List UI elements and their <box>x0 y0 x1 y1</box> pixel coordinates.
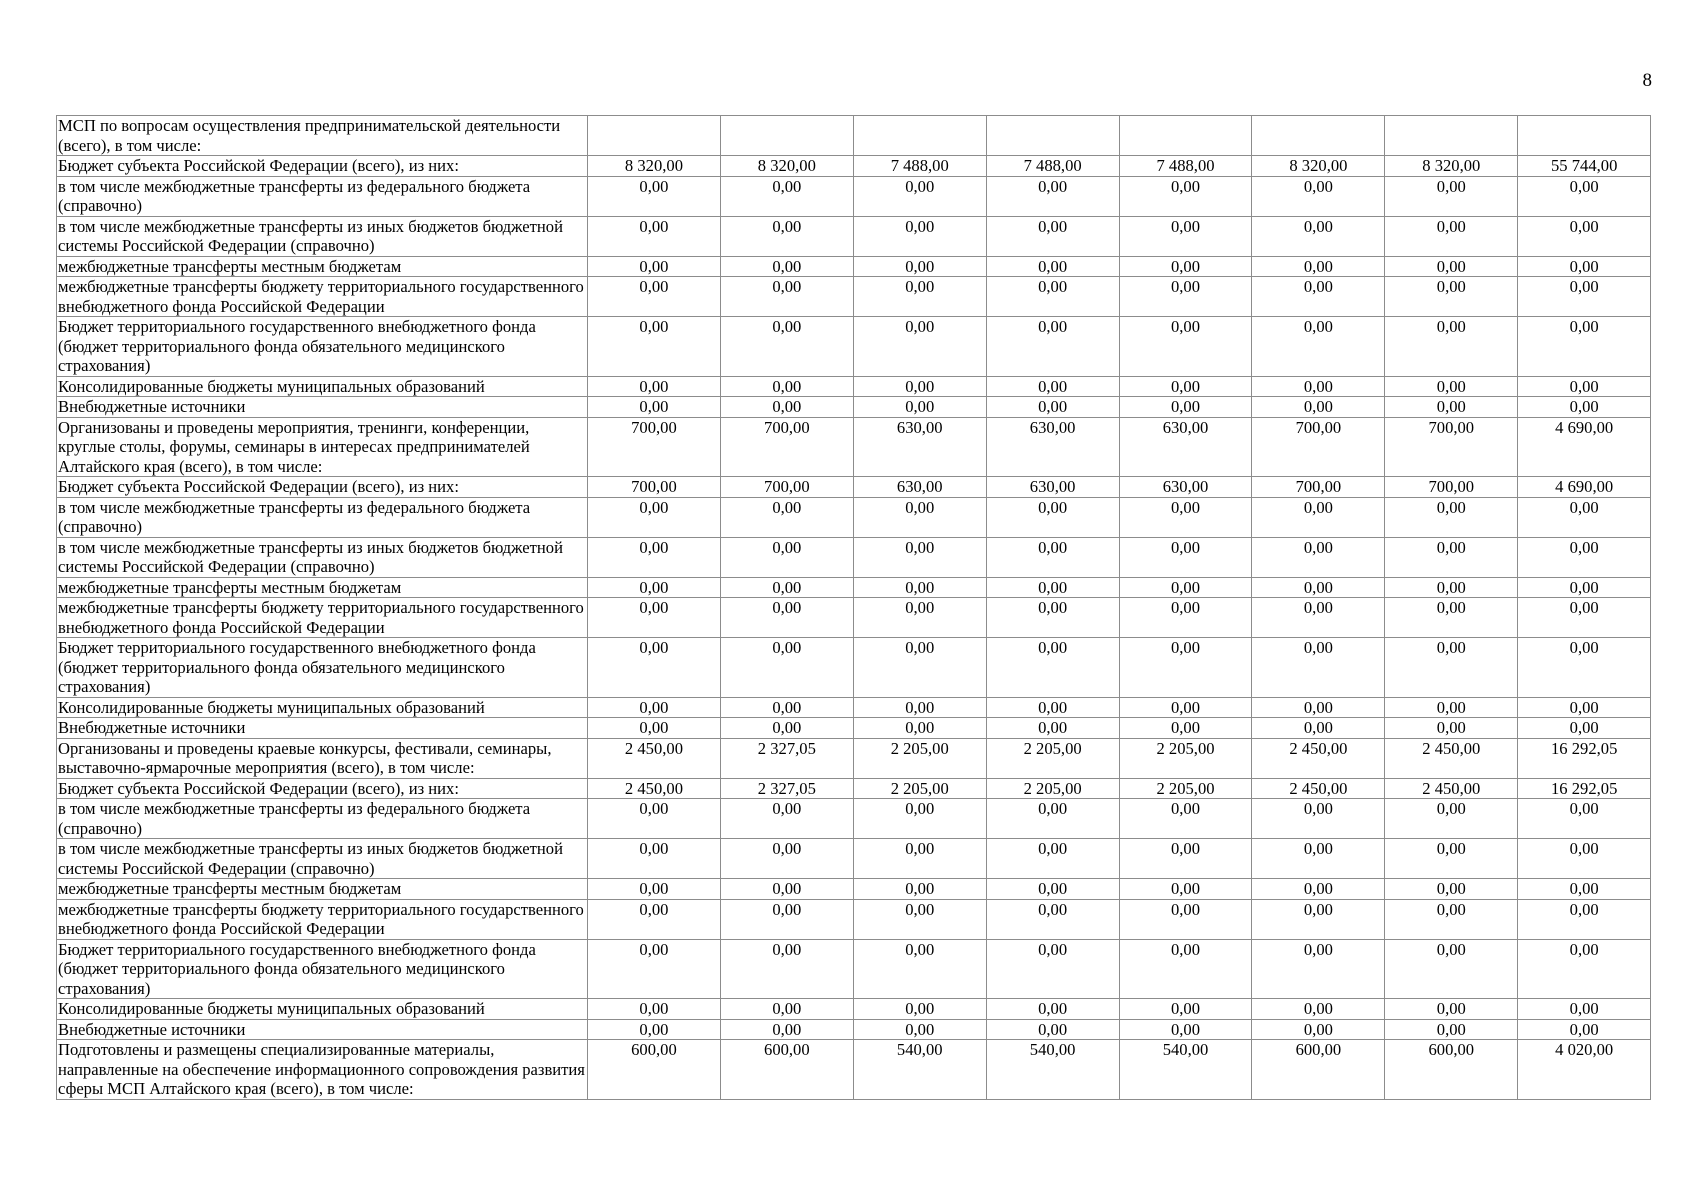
value-cell: 0,00 <box>1518 397 1651 418</box>
value-cell: 0,00 <box>1385 638 1518 698</box>
value-cell: 700,00 <box>720 417 853 477</box>
table-row <box>57 256 1651 277</box>
value-cell: 0,00 <box>1252 256 1385 277</box>
value-cell: 0,00 <box>1518 638 1651 698</box>
value-cell: 0,00 <box>986 277 1119 317</box>
budget-table-body <box>57 116 1651 1100</box>
value-cell: 0,00 <box>1252 277 1385 317</box>
value-cell: 4 690,00 <box>1518 477 1651 498</box>
value-cell: 0,00 <box>588 899 721 939</box>
value-cell: 0,00 <box>1385 799 1518 839</box>
value-cell: 0,00 <box>588 638 721 698</box>
value-cell: 0,00 <box>986 697 1119 718</box>
value-cell: 8 320,00 <box>1385 156 1518 177</box>
value-cell: 540,00 <box>986 1040 1119 1100</box>
value-cell: 700,00 <box>720 477 853 498</box>
value-cell: 0,00 <box>1518 718 1651 739</box>
value-cell: 0,00 <box>986 999 1119 1020</box>
value-cell: 0,00 <box>588 999 721 1020</box>
value-cell: 600,00 <box>1252 1040 1385 1100</box>
value-cell: 2 205,00 <box>853 778 986 799</box>
table-row <box>57 839 1651 879</box>
value-cell: 0,00 <box>986 839 1119 879</box>
value-cell <box>1252 116 1385 156</box>
value-cell: 0,00 <box>853 638 986 698</box>
value-cell: 0,00 <box>720 216 853 256</box>
value-cell: 0,00 <box>853 899 986 939</box>
value-cell: 0,00 <box>1119 376 1252 397</box>
row-label: Бюджет субъекта Российской Федерации (всего), из них: <box>57 477 588 498</box>
value-cell <box>1385 116 1518 156</box>
table-row <box>57 799 1651 839</box>
value-cell: 540,00 <box>1119 1040 1252 1100</box>
value-cell: 0,00 <box>853 216 986 256</box>
row-label: Бюджет субъекта Российской Федерации (всего), из них: <box>57 778 588 799</box>
value-cell: 600,00 <box>1385 1040 1518 1100</box>
value-cell: 0,00 <box>1252 899 1385 939</box>
value-cell: 600,00 <box>588 1040 721 1100</box>
value-cell: 0,00 <box>986 899 1119 939</box>
value-cell: 0,00 <box>1385 256 1518 277</box>
value-cell: 0,00 <box>1252 376 1385 397</box>
value-cell: 8 320,00 <box>720 156 853 177</box>
value-cell: 0,00 <box>1119 537 1252 577</box>
value-cell: 0,00 <box>1518 277 1651 317</box>
value-cell: 700,00 <box>1385 477 1518 498</box>
row-label: в том числе межбюджетные трансферты из федерального бюджета (справочно) <box>57 176 588 216</box>
table-row <box>57 577 1651 598</box>
value-cell: 0,00 <box>986 718 1119 739</box>
value-cell: 0,00 <box>1518 256 1651 277</box>
value-cell: 600,00 <box>720 1040 853 1100</box>
value-cell: 0,00 <box>1119 397 1252 418</box>
table-row <box>57 778 1651 799</box>
value-cell: 0,00 <box>1518 939 1651 999</box>
value-cell: 0,00 <box>853 497 986 537</box>
value-cell: 0,00 <box>1518 598 1651 638</box>
value-cell: 0,00 <box>588 799 721 839</box>
value-cell: 0,00 <box>853 839 986 879</box>
table-row <box>57 216 1651 256</box>
value-cell <box>720 116 853 156</box>
value-cell: 0,00 <box>1119 718 1252 739</box>
value-cell: 0,00 <box>986 598 1119 638</box>
value-cell: 0,00 <box>588 839 721 879</box>
value-cell: 0,00 <box>1119 879 1252 900</box>
table-row <box>57 277 1651 317</box>
value-cell: 2 450,00 <box>1252 738 1385 778</box>
value-cell: 0,00 <box>1385 176 1518 216</box>
value-cell: 0,00 <box>1119 999 1252 1020</box>
value-cell: 2 450,00 <box>1252 778 1385 799</box>
table-row <box>57 638 1651 698</box>
value-cell: 0,00 <box>853 277 986 317</box>
value-cell: 0,00 <box>720 497 853 537</box>
value-cell: 0,00 <box>1119 1019 1252 1040</box>
value-cell: 0,00 <box>1385 879 1518 900</box>
value-cell: 0,00 <box>588 939 721 999</box>
value-cell: 0,00 <box>1385 497 1518 537</box>
value-cell: 0,00 <box>1385 999 1518 1020</box>
table-row <box>57 477 1651 498</box>
row-label: Организованы и проведены мероприятия, тренинги, конференции, круглые столы, форумы, семинары в интересах предпринимателей Алтайского края (всего), в том числе: <box>57 417 588 477</box>
value-cell: 2 205,00 <box>1119 778 1252 799</box>
value-cell: 0,00 <box>1252 697 1385 718</box>
value-cell: 0,00 <box>986 879 1119 900</box>
value-cell: 0,00 <box>986 256 1119 277</box>
table-row <box>57 317 1651 377</box>
value-cell <box>588 116 721 156</box>
value-cell: 0,00 <box>1518 216 1651 256</box>
value-cell: 0,00 <box>720 598 853 638</box>
value-cell: 0,00 <box>1518 1019 1651 1040</box>
value-cell: 0,00 <box>720 176 853 216</box>
value-cell: 0,00 <box>588 277 721 317</box>
row-label: в том числе межбюджетные трансферты из иных бюджетов бюджетной системы Российской Федерации (справочно) <box>57 216 588 256</box>
value-cell: 0,00 <box>986 176 1119 216</box>
table-row <box>57 718 1651 739</box>
value-cell: 0,00 <box>853 176 986 216</box>
value-cell: 0,00 <box>986 397 1119 418</box>
value-cell: 2 205,00 <box>986 778 1119 799</box>
value-cell: 2 450,00 <box>1385 778 1518 799</box>
value-cell: 0,00 <box>986 638 1119 698</box>
value-cell: 0,00 <box>720 577 853 598</box>
table-row <box>57 537 1651 577</box>
value-cell: 0,00 <box>720 638 853 698</box>
value-cell: 700,00 <box>588 417 721 477</box>
value-cell: 0,00 <box>720 799 853 839</box>
value-cell: 0,00 <box>588 577 721 598</box>
value-cell: 0,00 <box>986 1019 1119 1040</box>
value-cell: 0,00 <box>1518 697 1651 718</box>
row-label: Консолидированные бюджеты муниципальных образований <box>57 697 588 718</box>
value-cell: 630,00 <box>1119 417 1252 477</box>
value-cell: 8 320,00 <box>588 156 721 177</box>
row-label: межбюджетные трансферты бюджету территориального государственного внебюджетного фонда Российской Федерации <box>57 277 588 317</box>
value-cell: 0,00 <box>986 216 1119 256</box>
value-cell: 0,00 <box>720 397 853 418</box>
value-cell: 700,00 <box>1252 417 1385 477</box>
value-cell: 0,00 <box>853 376 986 397</box>
row-label: в том числе межбюджетные трансферты из иных бюджетов бюджетной системы Российской Федерации (справочно) <box>57 839 588 879</box>
value-cell: 0,00 <box>1385 537 1518 577</box>
row-label: в том числе межбюджетные трансферты из федерального бюджета (справочно) <box>57 799 588 839</box>
value-cell: 0,00 <box>986 537 1119 577</box>
row-label: Организованы и проведены краевые конкурсы, фестивали, семинары, выставочно-ярмарочные мероприятия (всего), в том числе: <box>57 738 588 778</box>
value-cell: 0,00 <box>720 256 853 277</box>
value-cell: 0,00 <box>853 317 986 377</box>
row-label: Консолидированные бюджеты муниципальных образований <box>57 376 588 397</box>
row-label: межбюджетные трансферты бюджету территориального государственного внебюджетного фонда Российской Федерации <box>57 598 588 638</box>
table-row <box>57 738 1651 778</box>
value-cell: 0,00 <box>1119 697 1252 718</box>
value-cell: 0,00 <box>853 879 986 900</box>
table-row <box>57 1019 1651 1040</box>
value-cell: 8 320,00 <box>1252 156 1385 177</box>
value-cell: 0,00 <box>588 1019 721 1040</box>
value-cell: 0,00 <box>1518 317 1651 377</box>
row-label: Внебюджетные источники <box>57 718 588 739</box>
value-cell: 0,00 <box>1252 638 1385 698</box>
value-cell: 0,00 <box>1518 879 1651 900</box>
value-cell: 0,00 <box>720 718 853 739</box>
value-cell: 0,00 <box>1518 537 1651 577</box>
value-cell: 0,00 <box>588 718 721 739</box>
value-cell: 0,00 <box>1518 799 1651 839</box>
value-cell: 0,00 <box>1119 598 1252 638</box>
value-cell: 0,00 <box>1385 1019 1518 1040</box>
value-cell: 630,00 <box>1119 477 1252 498</box>
value-cell: 7 488,00 <box>853 156 986 177</box>
value-cell: 0,00 <box>588 497 721 537</box>
row-label: в том числе межбюджетные трансферты из иных бюджетов бюджетной системы Российской Федерации (справочно) <box>57 537 588 577</box>
value-cell: 2 450,00 <box>588 778 721 799</box>
value-cell: 0,00 <box>853 697 986 718</box>
value-cell: 0,00 <box>588 376 721 397</box>
value-cell: 0,00 <box>1252 537 1385 577</box>
value-cell: 0,00 <box>853 256 986 277</box>
value-cell: 2 205,00 <box>1119 738 1252 778</box>
table-row <box>57 376 1651 397</box>
value-cell: 0,00 <box>1518 839 1651 879</box>
row-label: Бюджет территориального государственного внебюджетного фонда (бюджет территориального фонда обязательного медицинского страхования) <box>57 939 588 999</box>
value-cell: 4 690,00 <box>1518 417 1651 477</box>
value-cell: 0,00 <box>986 497 1119 537</box>
row-label: Бюджет субъекта Российской Федерации (всего), из них: <box>57 156 588 177</box>
value-cell: 0,00 <box>720 277 853 317</box>
table-row <box>57 1040 1651 1100</box>
value-cell: 0,00 <box>1385 317 1518 377</box>
value-cell: 700,00 <box>588 477 721 498</box>
value-cell: 0,00 <box>588 256 721 277</box>
value-cell <box>1518 116 1651 156</box>
value-cell: 0,00 <box>1119 899 1252 939</box>
value-cell: 0,00 <box>1385 216 1518 256</box>
value-cell: 0,00 <box>986 376 1119 397</box>
value-cell: 0,00 <box>853 1019 986 1040</box>
value-cell: 0,00 <box>1385 397 1518 418</box>
table-row <box>57 176 1651 216</box>
value-cell: 0,00 <box>1119 638 1252 698</box>
value-cell: 0,00 <box>720 999 853 1020</box>
value-cell: 0,00 <box>588 598 721 638</box>
row-label: Подготовлены и размещены специализированные материалы, направленные на обеспечение информационного сопровождения развития сферы МСП Алтайского края (всего), в том числе: <box>57 1040 588 1100</box>
value-cell: 0,00 <box>720 376 853 397</box>
table-row <box>57 939 1651 999</box>
value-cell: 0,00 <box>720 537 853 577</box>
value-cell: 0,00 <box>1119 839 1252 879</box>
value-cell: 0,00 <box>588 697 721 718</box>
value-cell: 0,00 <box>853 939 986 999</box>
value-cell: 0,00 <box>1385 598 1518 638</box>
row-label: в том числе межбюджетные трансферты из федерального бюджета (справочно) <box>57 497 588 537</box>
value-cell: 0,00 <box>1518 999 1651 1020</box>
value-cell: 0,00 <box>1385 577 1518 598</box>
value-cell: 0,00 <box>853 537 986 577</box>
value-cell: 0,00 <box>1119 497 1252 537</box>
value-cell: 0,00 <box>720 317 853 377</box>
row-label: межбюджетные трансферты местным бюджетам <box>57 577 588 598</box>
value-cell: 0,00 <box>853 999 986 1020</box>
value-cell: 0,00 <box>853 397 986 418</box>
row-label: МСП по вопросам осуществления предпринимательской деятельности (всего), в том числе: <box>57 116 588 156</box>
value-cell: 0,00 <box>1119 799 1252 839</box>
value-cell: 0,00 <box>1385 939 1518 999</box>
row-label: Бюджет территориального государственного внебюджетного фонда (бюджет территориального фонда обязательного медицинского страхования) <box>57 317 588 377</box>
value-cell <box>986 116 1119 156</box>
value-cell: 0,00 <box>1385 839 1518 879</box>
value-cell: 4 020,00 <box>1518 1040 1651 1100</box>
value-cell: 0,00 <box>1119 577 1252 598</box>
table-row <box>57 397 1651 418</box>
table-row <box>57 156 1651 177</box>
value-cell: 0,00 <box>588 879 721 900</box>
value-cell: 0,00 <box>986 317 1119 377</box>
value-cell <box>853 116 986 156</box>
value-cell: 2 205,00 <box>986 738 1119 778</box>
value-cell: 0,00 <box>588 176 721 216</box>
value-cell: 16 292,05 <box>1518 738 1651 778</box>
value-cell: 0,00 <box>720 839 853 879</box>
value-cell: 0,00 <box>720 939 853 999</box>
value-cell: 0,00 <box>1385 376 1518 397</box>
value-cell: 700,00 <box>1252 477 1385 498</box>
value-cell: 0,00 <box>1119 277 1252 317</box>
table-row <box>57 999 1651 1020</box>
value-cell: 16 292,05 <box>1518 778 1651 799</box>
table-row <box>57 697 1651 718</box>
value-cell: 0,00 <box>1518 376 1651 397</box>
value-cell: 0,00 <box>1252 176 1385 216</box>
value-cell: 0,00 <box>1518 899 1651 939</box>
value-cell: 0,00 <box>588 397 721 418</box>
value-cell: 0,00 <box>986 939 1119 999</box>
value-cell: 0,00 <box>1385 718 1518 739</box>
value-cell: 0,00 <box>1252 317 1385 377</box>
value-cell: 2 450,00 <box>1385 738 1518 778</box>
value-cell: 0,00 <box>853 799 986 839</box>
value-cell: 0,00 <box>588 216 721 256</box>
value-cell: 0,00 <box>1252 839 1385 879</box>
table-row <box>57 899 1651 939</box>
value-cell: 0,00 <box>1252 799 1385 839</box>
value-cell: 0,00 <box>588 537 721 577</box>
table-row <box>57 598 1651 638</box>
value-cell: 2 327,05 <box>720 778 853 799</box>
value-cell: 0,00 <box>1252 216 1385 256</box>
value-cell: 0,00 <box>588 317 721 377</box>
value-cell: 0,00 <box>720 879 853 900</box>
value-cell: 630,00 <box>986 417 1119 477</box>
value-cell: 630,00 <box>853 417 986 477</box>
table-row <box>57 417 1651 477</box>
value-cell: 0,00 <box>1252 497 1385 537</box>
row-label: межбюджетные трансферты местным бюджетам <box>57 879 588 900</box>
value-cell: 540,00 <box>853 1040 986 1100</box>
value-cell: 7 488,00 <box>1119 156 1252 177</box>
row-label: межбюджетные трансферты бюджету территориального государственного внебюджетного фонда Российской Федерации <box>57 899 588 939</box>
table-row <box>57 497 1651 537</box>
value-cell: 0,00 <box>1518 497 1651 537</box>
value-cell: 0,00 <box>1119 939 1252 999</box>
budget-table <box>56 115 1651 1100</box>
table-row <box>57 879 1651 900</box>
value-cell: 0,00 <box>1119 216 1252 256</box>
row-label: Бюджет территориального государственного внебюджетного фонда (бюджет территориального фонда обязательного медицинского страхования) <box>57 638 588 698</box>
value-cell: 0,00 <box>1252 939 1385 999</box>
value-cell: 630,00 <box>986 477 1119 498</box>
value-cell: 2 205,00 <box>853 738 986 778</box>
value-cell: 55 744,00 <box>1518 156 1651 177</box>
value-cell: 0,00 <box>720 1019 853 1040</box>
value-cell: 0,00 <box>1385 277 1518 317</box>
value-cell: 0,00 <box>1252 1019 1385 1040</box>
value-cell: 0,00 <box>853 577 986 598</box>
value-cell: 0,00 <box>1119 176 1252 216</box>
value-cell: 0,00 <box>1252 598 1385 638</box>
value-cell: 630,00 <box>853 477 986 498</box>
value-cell: 0,00 <box>1518 577 1651 598</box>
value-cell: 7 488,00 <box>986 156 1119 177</box>
value-cell: 0,00 <box>1119 317 1252 377</box>
table-row <box>57 116 1651 156</box>
value-cell: 700,00 <box>1385 417 1518 477</box>
value-cell: 0,00 <box>1252 577 1385 598</box>
value-cell: 0,00 <box>1252 999 1385 1020</box>
row-label: Внебюджетные источники <box>57 1019 588 1040</box>
value-cell: 0,00 <box>720 899 853 939</box>
value-cell: 0,00 <box>986 577 1119 598</box>
row-label: Внебюджетные источники <box>57 397 588 418</box>
value-cell: 0,00 <box>1252 718 1385 739</box>
value-cell: 0,00 <box>1385 697 1518 718</box>
value-cell: 0,00 <box>853 598 986 638</box>
row-label: Консолидированные бюджеты муниципальных образований <box>57 999 588 1020</box>
value-cell: 0,00 <box>1252 879 1385 900</box>
value-cell: 0,00 <box>1252 397 1385 418</box>
row-label: межбюджетные трансферты местным бюджетам <box>57 256 588 277</box>
value-cell: 0,00 <box>720 697 853 718</box>
value-cell: 0,00 <box>1518 176 1651 216</box>
value-cell: 0,00 <box>1119 256 1252 277</box>
value-cell <box>1119 116 1252 156</box>
value-cell: 2 450,00 <box>588 738 721 778</box>
page-number: 8 <box>1642 70 1652 91</box>
value-cell: 0,00 <box>986 799 1119 839</box>
value-cell: 0,00 <box>1385 899 1518 939</box>
value-cell: 2 327,05 <box>720 738 853 778</box>
value-cell: 0,00 <box>853 718 986 739</box>
